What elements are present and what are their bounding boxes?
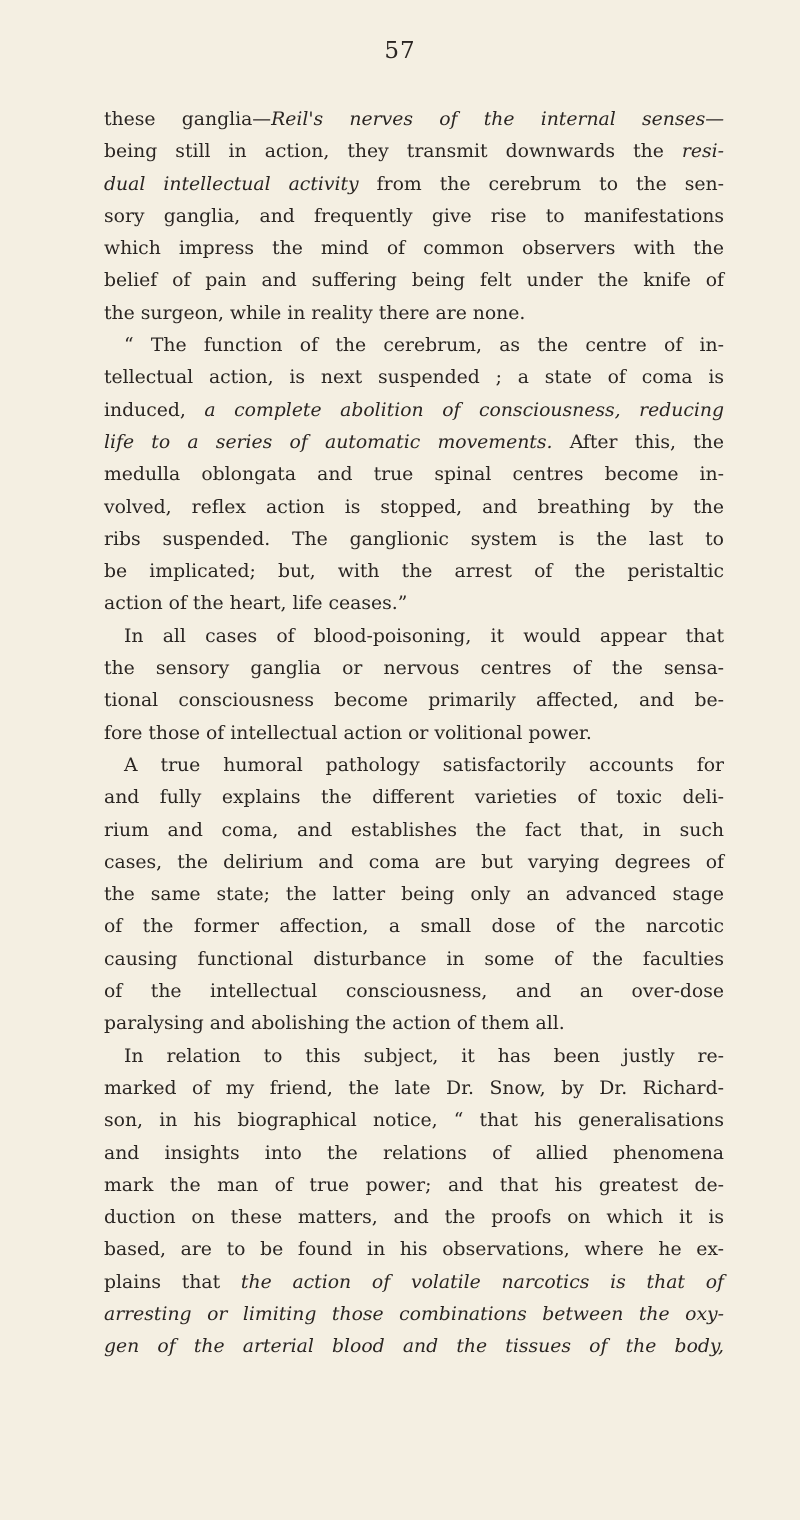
italic-run: arresting or limiting those combinations between the oxy- (104, 1303, 724, 1325)
text-run: causing functional disturbance in some of the faculties (104, 948, 724, 970)
text-line (104, 201, 724, 233)
text-run: based, are to be found in his observations, where he ex- (104, 1239, 724, 1261)
text-run: In all cases of blood-poisoning, it would appear that (124, 625, 724, 647)
text-line (104, 750, 724, 782)
text-line (104, 911, 724, 943)
text-line (104, 815, 724, 847)
text-line (104, 1105, 724, 1137)
text-line (104, 1267, 724, 1299)
text-run: plains that (104, 1271, 241, 1293)
text-line (104, 427, 724, 459)
text-run: duction on these matters, and the proofs on which it is (104, 1207, 724, 1229)
text-run: volved, reflex action is stopped, and breathing by the (104, 496, 724, 518)
text-run: being still in action, they transmit downwards the (104, 141, 682, 163)
text-run: which impress the mind of common observers with the (104, 238, 724, 260)
text-run: of the intellectual consciousness, and an over-dose (104, 981, 724, 1003)
text-run: from the cerebrum to the sen- (358, 173, 724, 195)
text-run: these ganglia— (104, 109, 272, 130)
text-line (104, 265, 724, 297)
text-line (104, 104, 724, 136)
text-line (104, 233, 724, 265)
text-line (104, 298, 724, 330)
text-line (104, 1234, 724, 1266)
text-run: After this, the (552, 431, 724, 453)
text-line (104, 976, 724, 1008)
text-line (104, 879, 724, 911)
text-line (104, 847, 724, 879)
text-run: paralysing and abolishing the action of them all. (104, 1013, 565, 1035)
text-run: belief of pain and suffering being felt under the knife of (104, 270, 724, 292)
text-line (104, 169, 724, 201)
text-line (104, 1202, 724, 1234)
text-run: rium and coma, and establishes the fact that, in such (104, 819, 724, 841)
text-run: medulla oblongata and true spinal centres become in- (104, 464, 724, 486)
text-run: son, in his biographical notice, “ that his generalisations (104, 1110, 724, 1132)
text-line (104, 1331, 724, 1363)
italic-run: a complete abolition of consciousness, reducing (204, 399, 724, 421)
text-run: and fully explains the different varieties of toxic deli- (104, 787, 724, 809)
text-run: action of the heart, life ceases.” (104, 593, 408, 615)
text-line (104, 330, 724, 362)
text-line (104, 136, 724, 168)
text-line (104, 588, 724, 620)
text-line (104, 944, 724, 976)
text-run: sory ganglia, and frequently give rise to manifestations (104, 205, 724, 227)
text-line (104, 1299, 724, 1331)
text-run: the same state; the latter being only an advanced stage (104, 884, 724, 906)
italic-run: dual intellectual activity (104, 173, 359, 195)
italic-run: Reil's nerves of the internal senses— (271, 109, 725, 130)
text-line (104, 1073, 724, 1105)
text-line (104, 621, 724, 653)
text-run: be implicated; but, with the arrest of the peristaltic (104, 561, 724, 583)
text-run: the sensory ganglia or nervous centres of the sensa- (104, 658, 724, 680)
text-run: induced, (104, 399, 205, 421)
text-line (104, 1008, 724, 1040)
italic-run: gen of the arterial blood and the tissues of the body, (104, 1336, 724, 1358)
text-line (104, 653, 724, 685)
text-run: In relation to this subject, it has been justly re- (124, 1045, 724, 1067)
text-line (104, 395, 724, 427)
italic-run: resi- (681, 141, 724, 163)
text-line (104, 556, 724, 588)
body-text (104, 104, 724, 1364)
text-line (104, 492, 724, 524)
text-run: fore those of intellectual action or volitional power. (104, 722, 592, 744)
text-run: and insights into the relations of allied phenomena (104, 1142, 724, 1164)
text-run: A true humoral pathology satisfactorily accounts for (124, 754, 724, 776)
text-run: tellectual action, is next suspended ; a state of coma is (104, 367, 724, 389)
text-run: mark the man of true power; and that his greatest de- (104, 1174, 724, 1196)
text-line (104, 782, 724, 814)
text-line (104, 1170, 724, 1202)
text-run: “ The function of the cerebrum, as the centre of in- (124, 335, 724, 357)
text-line (104, 1041, 724, 1073)
text-line (104, 459, 724, 491)
text-run: the surgeon, while in reality there are none. (104, 302, 526, 324)
text-run: marked of my friend, the late Dr. Snow, by Dr. Richard- (104, 1077, 724, 1099)
text-line (104, 685, 724, 717)
text-line (104, 718, 724, 750)
text-line (104, 1138, 724, 1170)
italic-run: life to a series of automatic movements. (104, 431, 553, 453)
text-line (104, 362, 724, 394)
text-run: cases, the delirium and coma are but varying degrees of (104, 851, 724, 873)
text-line (104, 524, 724, 556)
text-run: of the former affection, a small dose of the narcotic (104, 916, 724, 938)
italic-run: the action of volatile narcotics is that of (240, 1271, 724, 1293)
text-run: tional consciousness become primarily affected, and be- (104, 690, 724, 712)
text-run: ribs suspended. The ganglionic system is the last to (104, 528, 724, 550)
page-number: 57 (384, 38, 416, 64)
